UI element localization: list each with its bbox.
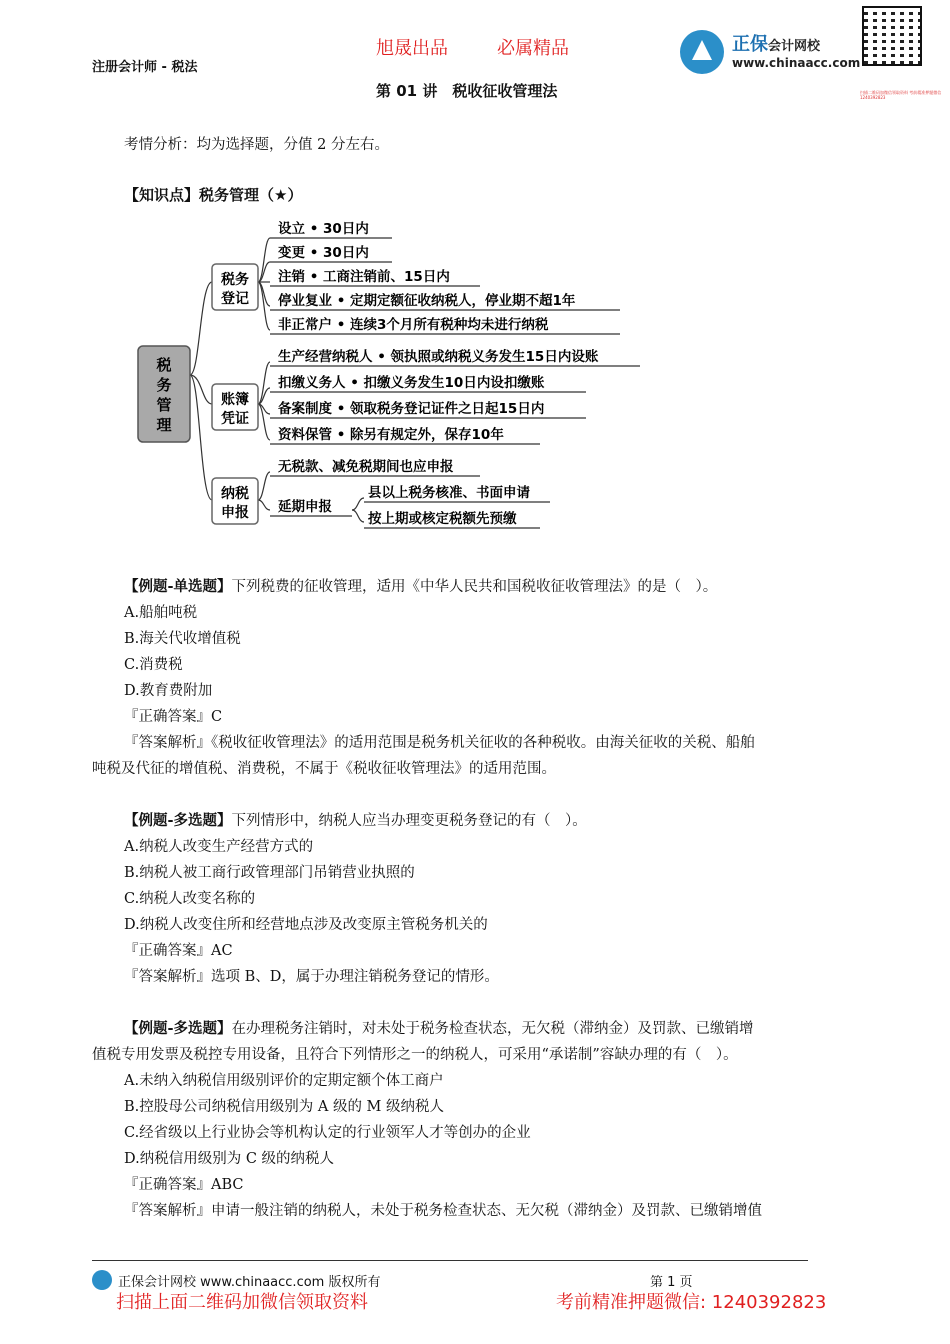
question-3-option: A.未纳入纳税信用级别评价的定期定额个体工商户	[124, 1073, 444, 1089]
page-number: 第 1 页	[650, 1275, 693, 1290]
question-3-option: C.经省级以上行业协会等机构认定的行业领军人才等创办的企业	[124, 1125, 531, 1141]
question-1-option: D.教育费附加	[124, 683, 213, 699]
footer-divider	[92, 1260, 808, 1261]
root-char-1: 税	[156, 356, 172, 374]
branch-label-1b: 登记	[221, 291, 249, 307]
slogan-right: 必属精品	[497, 38, 569, 59]
mindmap-item: 无税款、减免税期间也应申报	[278, 459, 454, 475]
question-3-option: D.纳税信用级别为 C 级的纳税人	[124, 1151, 335, 1167]
mindmap-subitem: 县以上税务核准、书面申请	[368, 485, 530, 501]
question-2-stem: 【例题-多选题】下列情形中，纳税人应当办理变更税务登记的有（ ）。	[124, 812, 587, 829]
promo-right: 考前精准押题微信: 1240392823	[556, 1292, 827, 1313]
tax-management-mindmap	[130, 210, 650, 540]
question-1-option: B.海关代收增值税	[124, 631, 241, 647]
question-1-option: C.消费税	[124, 657, 183, 673]
mindmap-item: 生产经营纳税人 • 领执照或纳税义务发生15日内设账	[278, 349, 599, 365]
root-char-2: 务	[156, 376, 172, 394]
knowledge-point-heading: 【知识点】税务管理（★）	[124, 186, 303, 204]
branch-label-3b: 申报	[221, 505, 249, 521]
question-3-answer: 『正确答案』ABC	[124, 1177, 244, 1193]
mindmap-item: 扣缴义务人 • 扣缴义务发生10日内设扣缴账	[278, 375, 545, 391]
branch-label-1a: 税务	[221, 272, 249, 288]
qr-note: 扫描二维码加微信领取资料 考前精准押题微信 1240392823	[860, 90, 942, 100]
mindmap-item: 延期申报	[278, 499, 332, 515]
root-char-3: 管	[156, 396, 172, 414]
question-2-answer: 『正确答案』AC	[124, 943, 233, 959]
footer-copyright: 正保会计网校 www.chinaacc.com 版权所有	[118, 1275, 381, 1290]
footer-logo-icon	[92, 1270, 112, 1290]
logo-name: 正保会计网校	[732, 34, 821, 55]
question-2-option: C.纳税人改变名称的	[124, 891, 256, 907]
chinaacc-logo	[680, 28, 860, 78]
question-3-option: B.控股母公司纳税信用级别为 A 级的 M 级纳税人	[124, 1099, 445, 1115]
question-1-stem: 【例题-单选题】下列税费的征收管理，适用《中华人民共和国税收征收管理法》的是（ ）。	[124, 578, 718, 595]
root-char-4: 理	[156, 416, 172, 434]
course-name: 注册会计师 - 税法	[92, 60, 198, 75]
question-3-analysis: 『答案解析』申请一般注销的纳税人，未处于税务检查状态、无欠税（滞纳金）及罚款、已缴销增值	[124, 1203, 762, 1219]
branch-label-2a: 账簿	[221, 392, 249, 408]
logo-icon	[680, 30, 724, 74]
mindmap-item: 非正常户 • 连续3个月所有税种均未进行纳税	[278, 317, 549, 333]
question-3-stem: 【例题-多选题】在办理税务注销时，对未处于税务检查状态，无欠税（滞纳金）及罚款、已缴销增	[124, 1020, 754, 1037]
mindmap-item: 设立 • 30日内	[278, 221, 369, 237]
branch-label-3a: 纳税	[221, 486, 249, 502]
mindmap-item: 停业复业 • 定期定额征收纳税人，停业期不超1年	[278, 293, 576, 309]
mindmap-item: 变更 • 30日内	[278, 245, 369, 261]
qr-code-icon	[862, 6, 922, 66]
question-2-analysis: 『答案解析』选项 B、D，属于办理注销税务登记的情形。	[124, 969, 499, 985]
question-1-answer: 『正确答案』C	[124, 709, 223, 725]
question-1-option: A.船舶吨税	[124, 605, 198, 621]
question-2-option: B.纳税人被工商行政管理部门吊销营业执照的	[124, 865, 415, 881]
mindmap-subitem: 按上期或核定税额先预缴	[368, 511, 517, 527]
mindmap-item: 资料保管 • 除另有规定外，保存10年	[278, 427, 504, 443]
exam-analysis: 考情分析：均为选择题，分值 2 分左右。	[124, 137, 389, 153]
lecture-title: 第 01 讲 税收征收管理法	[376, 82, 558, 100]
question-2-option: D.纳税人改变住所和经营地点涉及改变原主管税务机关的	[124, 917, 488, 933]
slogan-left: 旭晟出品	[376, 38, 448, 59]
mindmap-item: 备案制度 • 领取税务登记证件之日起15日内	[278, 401, 545, 417]
promo-left: 扫描上面二维码加微信领取资料	[116, 1292, 368, 1313]
question-2-option: A.纳税人改变生产经营方式的	[124, 839, 314, 855]
question-1-analysis: 吨税及代征的增值税、消费税，不属于《税收征收管理法》的适用范围。	[92, 761, 556, 777]
question-3-stem-cont: 值税专用发票及税控专用设备，且符合下列情形之一的纳税人，可采用“承诺制”容缺办理的有（ ）。	[92, 1047, 738, 1063]
question-1-analysis: 『答案解析』《税收征收管理法》的适用范围是税务机关征收的各种税收。由海关征收的关税、船舶	[124, 735, 755, 751]
logo-url: www.chinaacc.com	[732, 56, 861, 70]
mindmap-item: 注销 • 工商注销前、15日内	[278, 269, 450, 285]
branch-label-2b: 凭证	[221, 411, 249, 427]
